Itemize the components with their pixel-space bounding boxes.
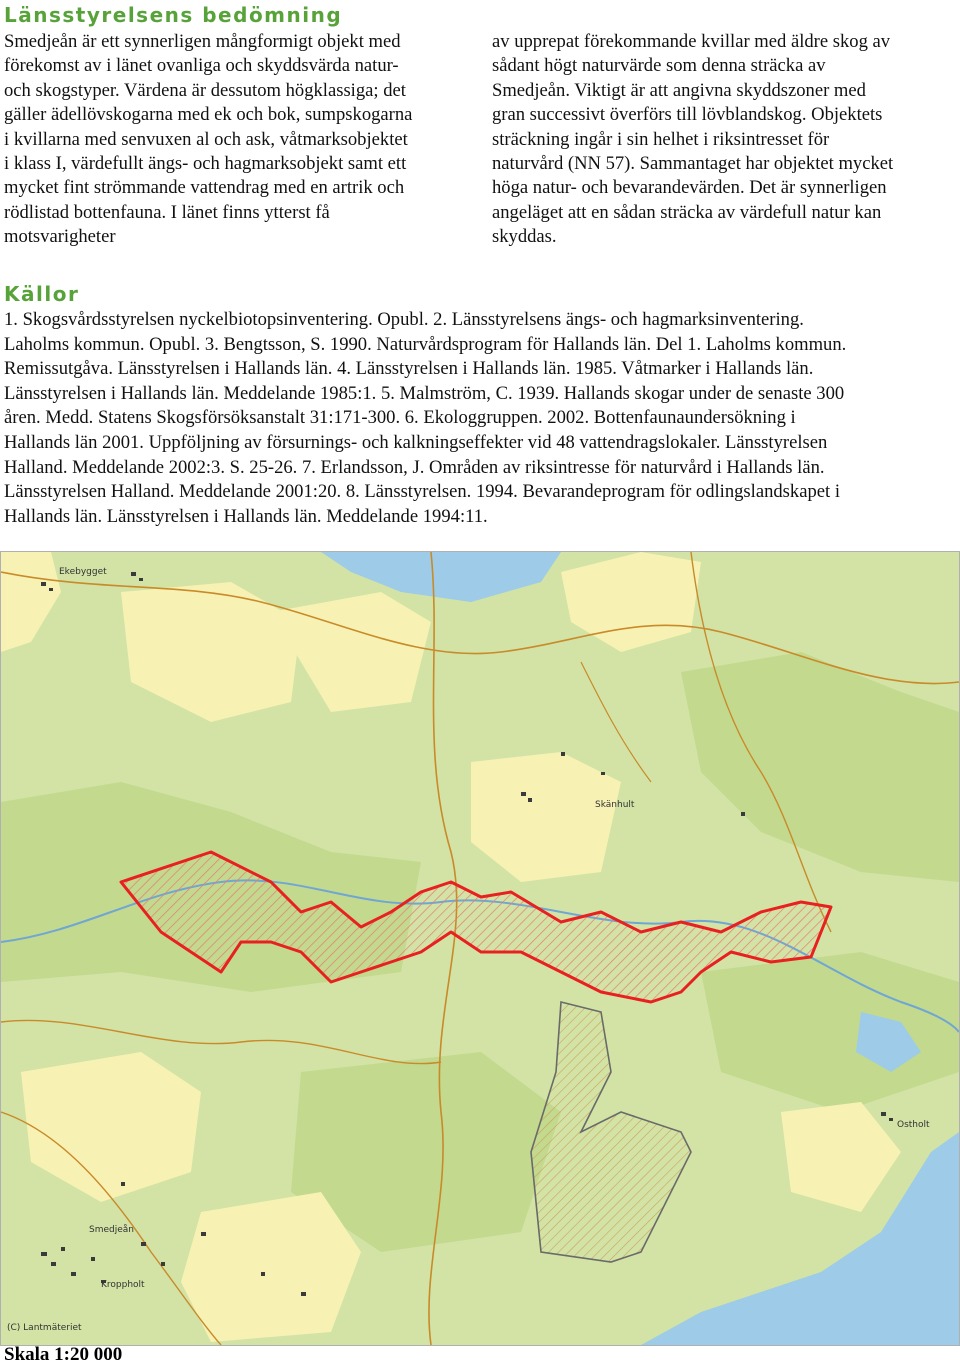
reference-line: Halland. Meddelande 2002:3. S. 25-26. 7. Erlandsson, J. Områden av riksintresse för naturvård i Hallands län. — [4, 456, 825, 478]
text-line: rödlistad bottenfauna. I länet finns ytterst få — [4, 201, 330, 223]
text-line: Smedjeån. Viktigt är att angivna skyddszoner med — [492, 79, 866, 101]
place-label-kroppholt: Kroppholt — [101, 1280, 145, 1290]
text-line: Smedjeån är ett synnerligen mångformigt objekt med — [4, 31, 401, 52]
reference-line: Hallands län 2001. Uppföljning av försurnings- och kalkningseffekter vid 48 vattendragslokaler. Länsstyrelsen — [4, 431, 828, 453]
place-label-skanhult: Skänhult — [595, 800, 635, 810]
text-line: naturvård (NN 57). Sammantaget har objektet mycket — [492, 153, 894, 175]
reference-line: Länsstyrelsen i Hallands län. Meddelande 1985:1. 5. Malmström, C. 1939. Hallands skogar under de senaste 300 — [4, 382, 845, 404]
text-line: av upprepat förekommande kvillar med äldre skog av — [492, 31, 891, 52]
text-line: gäller ädellövskogarna med ek och bok, sumpskogarna — [4, 104, 413, 126]
sources-heading: Källor — [4, 282, 80, 306]
text-line: i kvillarna med senvuxen al och ask, våtmarksobjektet — [4, 128, 408, 150]
assessment-heading: Länsstyrelsens bedömning — [4, 3, 343, 27]
place-label-ekebygget: Ekebygget — [59, 567, 107, 577]
text-line: och skogstyper. Värdena är dessutom högklassiga; det — [4, 79, 406, 101]
reference-line: Länsstyrelsen Halland. Meddelande 2001:20. 8. Länsstyrelsen. 1994. Bevarandeprogram för odlingslandskapet i — [4, 481, 840, 503]
place-label-smedjean: Smedjeån — [89, 1225, 134, 1235]
reference-line: Laholms kommun. Opubl. 3. Bengtsson, S. 1990. Naturvårdsprogram för Hallands län. Del 1. Laholms kommun. — [4, 333, 847, 355]
assessment-column-2 — [492, 30, 956, 250]
sources-list — [4, 308, 959, 529]
text-line: mycket fint strömmande vattendrag med en artrik och — [4, 177, 405, 199]
text-line: sträckning ingår i sin helhet i riksintresset för — [492, 128, 830, 150]
reference-line: Remissutgåva. Länsstyrelsen i Hallands län. 4. Länsstyrelsen i Hallands län. 1985. Våtmarker i Hallands län. — [4, 358, 814, 380]
map-canvas — [1, 552, 959, 1345]
map-copyright: (C) Lantmäteriet — [7, 1323, 82, 1333]
text-line: motsvarigheter — [4, 226, 116, 248]
field-area — [181, 1192, 361, 1342]
area-map — [0, 551, 960, 1346]
text-line: skyddas. — [492, 226, 557, 248]
text-line: förekomst av i länet ovanliga och skyddsvärda natur- — [4, 55, 399, 77]
text-line: höga natur- och bevarandevärden. Det är synnerligen — [492, 177, 887, 199]
assessment-column-1 — [4, 30, 474, 250]
text-line: angeläget att en sådan sträcka av värdefull natur kan — [492, 201, 882, 223]
reference-line: Hallands län. Länsstyrelsen i Hallands län. Meddelande 1994:11. — [4, 505, 488, 527]
text-line: sådant högt naturvärde som denna sträcka av — [492, 55, 826, 77]
text-line: i klass I, värdefullt ängs- och hagmarksobjekt samt ett — [4, 153, 407, 175]
reference-line: 1. Skogsvårdsstyrelsen nyckelbiotopsinventering. Opubl. 2. Länsstyrelsens ängs- och hagmarksinventering. — [4, 309, 804, 330]
reference-line: åren. Medd. Statens Skogsförsöksanstalt 31:171-300. 6. Ekologgruppen. 2002. Bottenfaunaundersökning i — [4, 407, 796, 429]
map-scale: Skala 1:20 000 — [4, 1344, 123, 1365]
text-line: gran successivt överförs till lövblandskog. Objektets — [492, 104, 883, 126]
place-label-ostholt: Ostholt — [897, 1120, 930, 1130]
